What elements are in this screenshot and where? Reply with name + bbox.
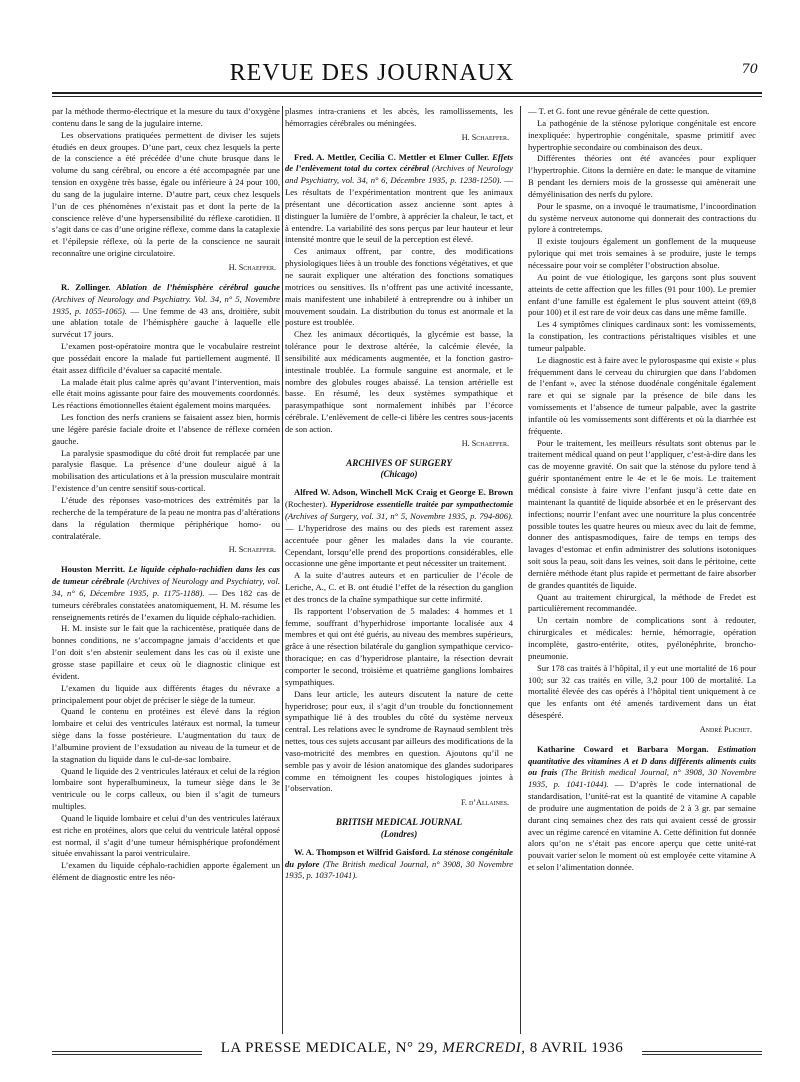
page-header: [52, 48, 762, 96]
paragraph: par la méthode thermo-électrique et la mesure du taux d’oxygène contenu dans le sang de la jugulaire interne.: [52, 106, 280, 128]
paragraph: Quand le liquide des 2 ventricules latéraux et celui de la région lombaire sont hyperalbumineux, la tumeur siège dans le 3e ventricule ou le corps calleux, ou bien il s’agit de tumeurs multiples.: [52, 765, 280, 812]
article-heading: [528, 744, 756, 874]
article-author: W. A. Thompson et Wilfrid Gaisford.: [294, 846, 431, 857]
paragraph: — Les résultats de l’expérimentation montrent que les animaux présentant une décortication assez ancienne sont aptes à distinguer la lumière de l’ombre, à apprécier la chaleur, le tact, et à entendre. La variabilité des sons perçus par leur hauteur et leur intensité montre que le seuil de la perception est élevé.: [285, 175, 513, 245]
paragraph: Dans leur article, les auteurs discutent la nature de cette hyperidrose; pour eux, il s’agit d’un trouble du fonctionnement sympathique lié à des troubles du côté du système nerveux central. Les relations avec le syndrome de Raynaud semblent très nettes, tous ces sujets accusant par ailleurs des modifications de la vaso-motricité des membres en question. Ajoutons qu’il ne semble pas y avoir de lésion anatomique des glandes sudoripares comme en témoignent les coupes histologiques jointes à l’observation.: [285, 688, 513, 794]
paragraph: — Une femme de 43 ans, droitière, subit une ablation totale de l’hémisphère gauche à laquelle elle survécut 17 jours.: [52, 305, 280, 340]
column-3: [528, 106, 756, 874]
article-heading: [52, 282, 280, 341]
footer-weekday: MERCREDI,: [442, 1040, 526, 1056]
article-title: La sténose congénitale du pylore: [285, 846, 513, 869]
article-title: Ablation de l’hémisphère cérébral gauche: [116, 281, 280, 292]
paragraph: Le diagnostic est à faire avec le pylorospasme qui existe « plus fréquemment dans le cerveau du chirurgien que dans l’abdomen de l’enfant », avec la sténose duodénale congénitale également rare et qui se signale par la présence de bile dans les vomissements et l’absence de tumeur palpable, avec la gastrite infantile où les vomissements sont différents et où la diarrhée est fréquente.: [528, 354, 756, 436]
footer-rule: [52, 1051, 202, 1052]
paragraph: — T. et G. font une revue générale de cette question.: [528, 106, 710, 116]
paragraph: Sur 178 cas traités à l’hôpital, il y eut une mortalité de 16 pour 100; sur 32 cas traités en ville, 3,2 pour 100 de mortalité. La mortalité élevée des cas opérés à l’hôpital tient uniquement à ce que les enfants ont été amenés tardivement dans un état désespéré.: [528, 662, 756, 721]
paragraph: — L’hyperidrose des mains ou des pieds est rarement assez accentuée pour gêner les malades dans la vie courante. Cependant, lorsqu’elle prend des proportions considérables, elle occasionne une gêne importante et peut nécessiter un traitement.: [285, 522, 513, 569]
article-reference: (Archives of Neurology and Psychiatry, vol. 34, n° 6, Décembre 1935, p. 1238-1250).: [285, 163, 513, 186]
author-signature: H. Schaeffer.: [228, 262, 276, 272]
header-rule: [52, 92, 762, 94]
journal-section-city: (Londres): [380, 828, 418, 839]
paragraph: Quand le liquide lombaire et celui d’un des ventricules latéraux est riche en protéines, alors que celui du ventricule latéral opposé est normal, il s’agit d’une tumeur hémisphérique profondément située envahissant la paroi ventriculaire.: [52, 812, 280, 859]
article-author: Alfred W. Adson, Winchell McK Craig et George E. Brown: [294, 487, 513, 498]
article-heading: [285, 847, 513, 883]
article-reference: (The British medical Journal, n° 3908, 30 Novembre 1935, p. 1037-1041).: [285, 858, 513, 881]
article-title: Estimation quantitative des vitamines A et D dans différents aliments cuits ou frais: [528, 743, 756, 778]
paragraph: L’examen post-opératoire montra que le vocabulaire restreint que possédait encore la malade fut partiellement augmenté. Il était assez difficile d’évaluer sa capacité mentale.: [52, 341, 280, 375]
article-heading: [285, 487, 513, 570]
journal-section-title: BRITISH MEDICAL JOURNAL: [335, 817, 463, 828]
article-reference: (Archives of Neurology and Psychiatry, vol. 34, n° 6, Décembre 1935, p. 1175-1188).: [52, 576, 280, 598]
article-reference: (Archives of Surgery, vol. 31, n° 5, Novembre 1935, p. 794-806).: [285, 511, 513, 521]
paragraph: La pathogénie de la sténose pylorique congénitale est encore inexpliquée: hypertrophie congénitale, spasme primitif avec hypertrophie secondaire ou combinaison des deux.: [528, 117, 756, 152]
paragraph: Les 4 symptômes cliniques cardinaux sont: les vomissements, la constipation, les contractions péristaltiques visibles et une tumeur palpable.: [528, 319, 756, 353]
footer-citation: [202, 1040, 642, 1057]
paragraph: Chez les animaux décortiqués, la glycémie est basse, la tolérance pour le dextrose altérée, la calcémie élevée, la sensibilité aux médicaments augmentée, et la fonction gastro-intestinale troublée. La formule sanguine est anormale, et le nombre des globules rouges abaissé. La tension artérielle est basse. En résumé, les deux systèmes sympathique et parasympathique sont normalement inhibés par l’écorce cérébrale. L’enlèvement de celle-ci libère les centres sous-jacents de son action.: [285, 329, 513, 434]
paragraph: A la suite d’autres auteurs et en particulier de l’école de Leriche, A., C. et B. ont étudié l’effet de la résection du ganglion et des troncs de la chaîne sympathique sur cette infirmité.: [285, 570, 513, 604]
article-author: Katharine Coward et Barbara Morgan.: [537, 743, 709, 754]
author-signature: F. d’Allaines.: [460, 798, 509, 808]
journal-section-title: ARCHIVES OF SURGERY: [346, 457, 452, 468]
page-number: 70: [741, 62, 758, 77]
paragraph: L’examen du liquide aux différents étages du névraxe a principalement pour objet de préciser le siège de la tumeur.: [52, 682, 280, 705]
paragraph: Il existe toujours également un gonflement de la muqueuse pylorique qui met trois semaines à se produire, juste le temps nécessaire pour voir se compléter l’obstruction absolue.: [528, 236, 756, 270]
article-reference: (Archives of Neurology and Psychiatry. Vol. 34, n° 5, Novembre 1935, p. 1055-1065).: [52, 293, 280, 316]
page-footer: [52, 1040, 762, 1062]
paragraph: Pour le spasme, on a invoqué le traumatisme, l’incoordination du système nerveux autonome qui donnerait des contractions du pylore à contretemps.: [528, 200, 756, 235]
journal-section-city: (Chicago): [380, 469, 418, 480]
author-signature: H. Schaeffer.: [461, 438, 509, 448]
paragraph: Ces animaux offrent, par contre, des modifications physiologiques liées à un trouble des fonctions végétatives, et que ne saurait expliquer une altération des fonctions somatiques motrices ou sensitives. Ils n’offrent pas une activité incessante, mais manifestent une inhabileté à entreprendre ou à inhiber un mouvement soudain. La distribution du tonus est anormale et la posture est troublée.: [285, 246, 513, 328]
author-signature: André Plichet.: [699, 724, 752, 734]
paragraph: L’examen du liquide céphalo-rachidien apporte également un élément de diagnostic entre les néo-: [52, 860, 280, 883]
paragraph: Quand le contenu en protéines est élevé dans la région lombaire et celui des ventricules latéraux est normal, la tumeur siège dans la fosse postérieure. L’augmentation du taux de l’albumine provient de l’exsudation au niveau de la tumeur et de la stagnation du liquide dans le cul-de-sac lombaire.: [52, 706, 280, 764]
author-signature: H. Schaeffer.: [461, 132, 509, 142]
paragraph: — D’après le code international de standardisation, l’unité-rat est la quantité de vitamine A capable de produire une augmentation de poids de 2 à 3 gr. par semaine durant cinq semaines chez des rats qui avaient cessé de grossir avec un régime carencé en vitamine A. Cette définition fut donnée alors qu’on ne s’était pas encore aperçu que cette unité-rat pouvait varier selon le moment où est employée cette vitamine A et selon l’alimentation donnée.: [528, 779, 756, 873]
article-heading: [52, 564, 280, 623]
paragraph: Les fonction des nerfs craniens se faisaient assez bien, hormis une légère parésie faciale droite et l’absence de réflexe cornéen gauche.: [52, 412, 280, 446]
footer-rule: [642, 1054, 762, 1055]
running-title: REVUE DES JOURNAUX: [229, 60, 515, 86]
column-2: [285, 106, 513, 882]
article-author: Houston Merritt.: [61, 564, 126, 575]
paragraph: La paralysie spasmodique du côté droit fut remplacée par une paralysie flasque. La présence d’une douleur aiguë à la mobilisation des articulations et à la pression musculaire montrait l’existence d’un centre sensitif sous-cortical.: [52, 447, 280, 494]
article-heading: [285, 152, 513, 247]
column-rule: [520, 106, 521, 1034]
article-place: (Rochester).: [285, 499, 328, 510]
footer-rule: [642, 1051, 762, 1052]
article-reference: (The British medical Journal, n° 3908, 30 Novembre 1935, p. 1041-1044).: [528, 767, 756, 790]
footer-journal: LA PRESSE MEDICALE, N° 29,: [220, 1040, 439, 1056]
footer-date: 8 AVRIL 1936: [529, 1040, 624, 1056]
paragraph: Différentes théories ont été avancées pour expliquer l’hypertrophie. Citons la dernière en date: le manque de vitamine B pendant les derniers mois de la grossesse qui amènerait une démyélinisation des nerfs du pylore.: [528, 153, 756, 199]
header-rule-thin: [52, 96, 762, 97]
paragraph: Au point de vue étiologique, les garçons sont plus souvent atteints de cette affection que les filles (91 pour 100). Le premier enfant d’une famille est également le plus souvent atteint (69,8 pour 100) et il est rare de voir deux cas dans une même famille.: [528, 271, 756, 318]
paragraph: H. M. insiste sur le fait que la rachicentèse, pratiquée dans de bonnes conditions, ne s’accompagne jamais d’accidents et que l’on doit s’en abstenir seulement dans les cas où il existe une grosse stase papillaire et ceux où le diagnostic clinique est évident.: [52, 623, 280, 681]
article-author: R. Zollinger.: [61, 281, 111, 292]
footer-rule: [52, 1054, 202, 1055]
paragraph: Quant au traitement chirurgical, la méthode de Fredet est particulièrement recommandée.: [528, 591, 756, 614]
article-title: Effets de l’enlèvement total du cortex cérébral: [285, 151, 513, 174]
author-signature: H. Schaeffer.: [228, 545, 276, 555]
paragraph: Pour le traitement, les meilleurs résultats sont obtenus par le traitement médical quand on peut l’appliquer, c’est-à-dire dans les cas de moyenne gravité. On sait que la sténose du pylore tend à guérir spontanément entre le 4e et le 6e mois. Le traitement médical consiste à faire vivre l’enfant jusqu’à cette date en maintenant la quantité de liquide absorbée et en le préservant des infections; nourrir l’enfant avec une nourriture la plus concentrée possible toutes les quatre heures ou mieux avec du lait de femme, donner des antispasmodiques, faire de temps en temps des lavages d’estomac et enfin administrer des solutions isotoniques soit sous la peau, soit dans les veines, soit dans le péritoine, cette dernière méthode étant plus rapide et permettant de faire absorber de grandes quantités de liquide.: [528, 437, 756, 590]
paragraph: — Des 182 cas de tumeurs cérébrales constatées anatomiquement, H. M. résume les renseignements retirés de l’examen du liquide céphalo-rachidien.: [52, 587, 280, 622]
column-rule: [282, 106, 283, 1034]
paragraph: La malade était plus calme après qu’avant l’intervention, mais elle était moins agissante pour faire des mouvements coordonnés. Les réactions émotionnelles étaient également moins marquées.: [52, 376, 280, 411]
article-title: Hyperidrose essentielle traitée par sympathectomie: [330, 499, 514, 510]
paragraph: Ils rapportent l’observation de 5 malades: 4 hommes et 1 femme, souffrant d’hyperhidrose importante localisée aux 4 membres et qui ont été guéris, au niveau des membres supérieurs, grâce à une résection bilatérale du ganglion sympathique cervico-thoracique; en cas d’hyperidrose plantaire, la résection devrait comporter le second, troisième et quatrième ganglions lombaires sympathiques.: [285, 605, 513, 687]
paragraph: Les observations pratiquées permettent de diviser les sujets étudiés en deux groupes. D’une part, ceux chez lesquels la perte de la conscience a été précédée d’une chute brusque dans le volume du sang cérébral, ou encore a été accompagnée par une tension en oxygène très basse, égale ou inférieure à 24 pour 100, du sang de la jugulaire interne. D’autre part, ceux chez lesquels l’un de ces phénomènes n’existait pas et dont la perte de la conscience relève d’une hypersensibilité du réflexe carotidien. Il s’agit dans ce cas d’une origine réflexe, comme dans la cataplexie et l’épilepsie réflexe, où la perte de la conscience ne saurait reconnaître une origine circulatoire.: [52, 129, 280, 259]
paragraph: L’étude des réponses vaso-motrices des extrémités par la recherche de la température de la peau ne montra pas d’altérations dans la régulation thermique périphérique homo- ou contralatérale.: [52, 495, 280, 541]
article-author: Fred. A. Mettler, Cecilia C. Mettler et Elmer Culler.: [294, 151, 490, 162]
column-1: [52, 106, 280, 884]
paragraph: plasmes intra-craniens et les abcès, les ramollissements, les hémorragies cérébrales ou méningées.: [285, 106, 513, 128]
paragraph: Un certain nombre de complications sont à redouter, chirurgicales et médicales: hernie, hémorragie, opération incomplète, gastro-entérite, otites, pyélonéphrite, broncho-pneumonie.: [528, 615, 756, 661]
article-title: Le liquide céphalo-rachidien dans les cas de tumeur cérébrale: [52, 564, 280, 587]
